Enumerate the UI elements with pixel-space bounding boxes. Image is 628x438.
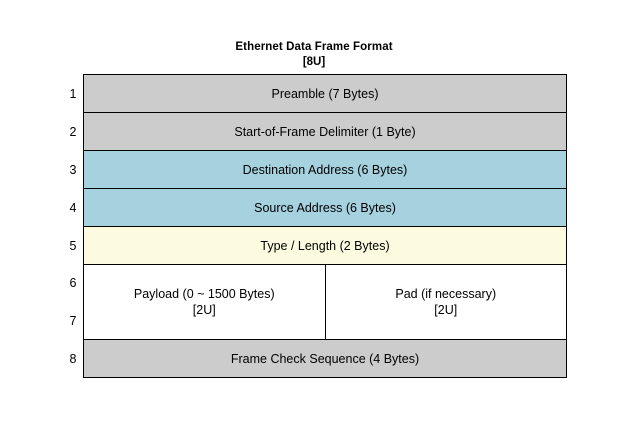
- field-payload: [84, 265, 326, 340]
- table-row: [61, 75, 567, 113]
- table-row: [61, 227, 567, 265]
- field-preamble-label: Preamble (7 Bytes): [271, 86, 379, 101]
- diagram-title: [0, 40, 628, 70]
- row-number-7: 7: [69, 313, 77, 328]
- field-source-address-label: Source Address (6 Bytes): [254, 200, 396, 215]
- row-number-3: 3: [69, 162, 77, 177]
- field-type-length: [84, 227, 567, 265]
- row-number-4: 4: [69, 200, 77, 215]
- table-row: [61, 265, 567, 303]
- field-pad-sub: [2U]: [434, 302, 458, 317]
- frame-format-table: [61, 74, 567, 378]
- row-number-2: 2: [69, 124, 77, 139]
- row-number-6: 6: [69, 276, 77, 291]
- field-source-address: [84, 189, 567, 227]
- field-destination-address: [84, 151, 567, 189]
- field-frame-check-sequence: [84, 340, 567, 378]
- field-payload-sub: [2U]: [192, 302, 216, 317]
- field-frame-check-sequence-label: Frame Check Sequence (4 Bytes): [230, 351, 420, 366]
- field-preamble: [84, 75, 567, 113]
- field-type-length-label: Type / Length (2 Bytes): [260, 238, 390, 253]
- field-sfd-label: Start-of-Frame Delimiter (1 Byte): [234, 124, 416, 139]
- row-number-1: 1: [69, 86, 77, 101]
- row-number-8: 8: [69, 351, 77, 366]
- field-payload-label: Payload (0 ~ 1500 Bytes): [133, 286, 275, 301]
- field-pad: [325, 265, 567, 340]
- field-pad-label: Pad (if necessary): [395, 286, 497, 301]
- diagram-title-main: Ethernet Data Frame Format: [235, 41, 393, 53]
- diagram-title-sub: [8U]: [302, 56, 326, 68]
- row-number-5: 5: [69, 238, 77, 253]
- table-row: [61, 151, 567, 189]
- table-row: [61, 189, 567, 227]
- field-destination-address-label: Destination Address (6 Bytes): [242, 162, 408, 177]
- field-sfd: [84, 113, 567, 151]
- table-row: [61, 340, 567, 378]
- table-row: [61, 113, 567, 151]
